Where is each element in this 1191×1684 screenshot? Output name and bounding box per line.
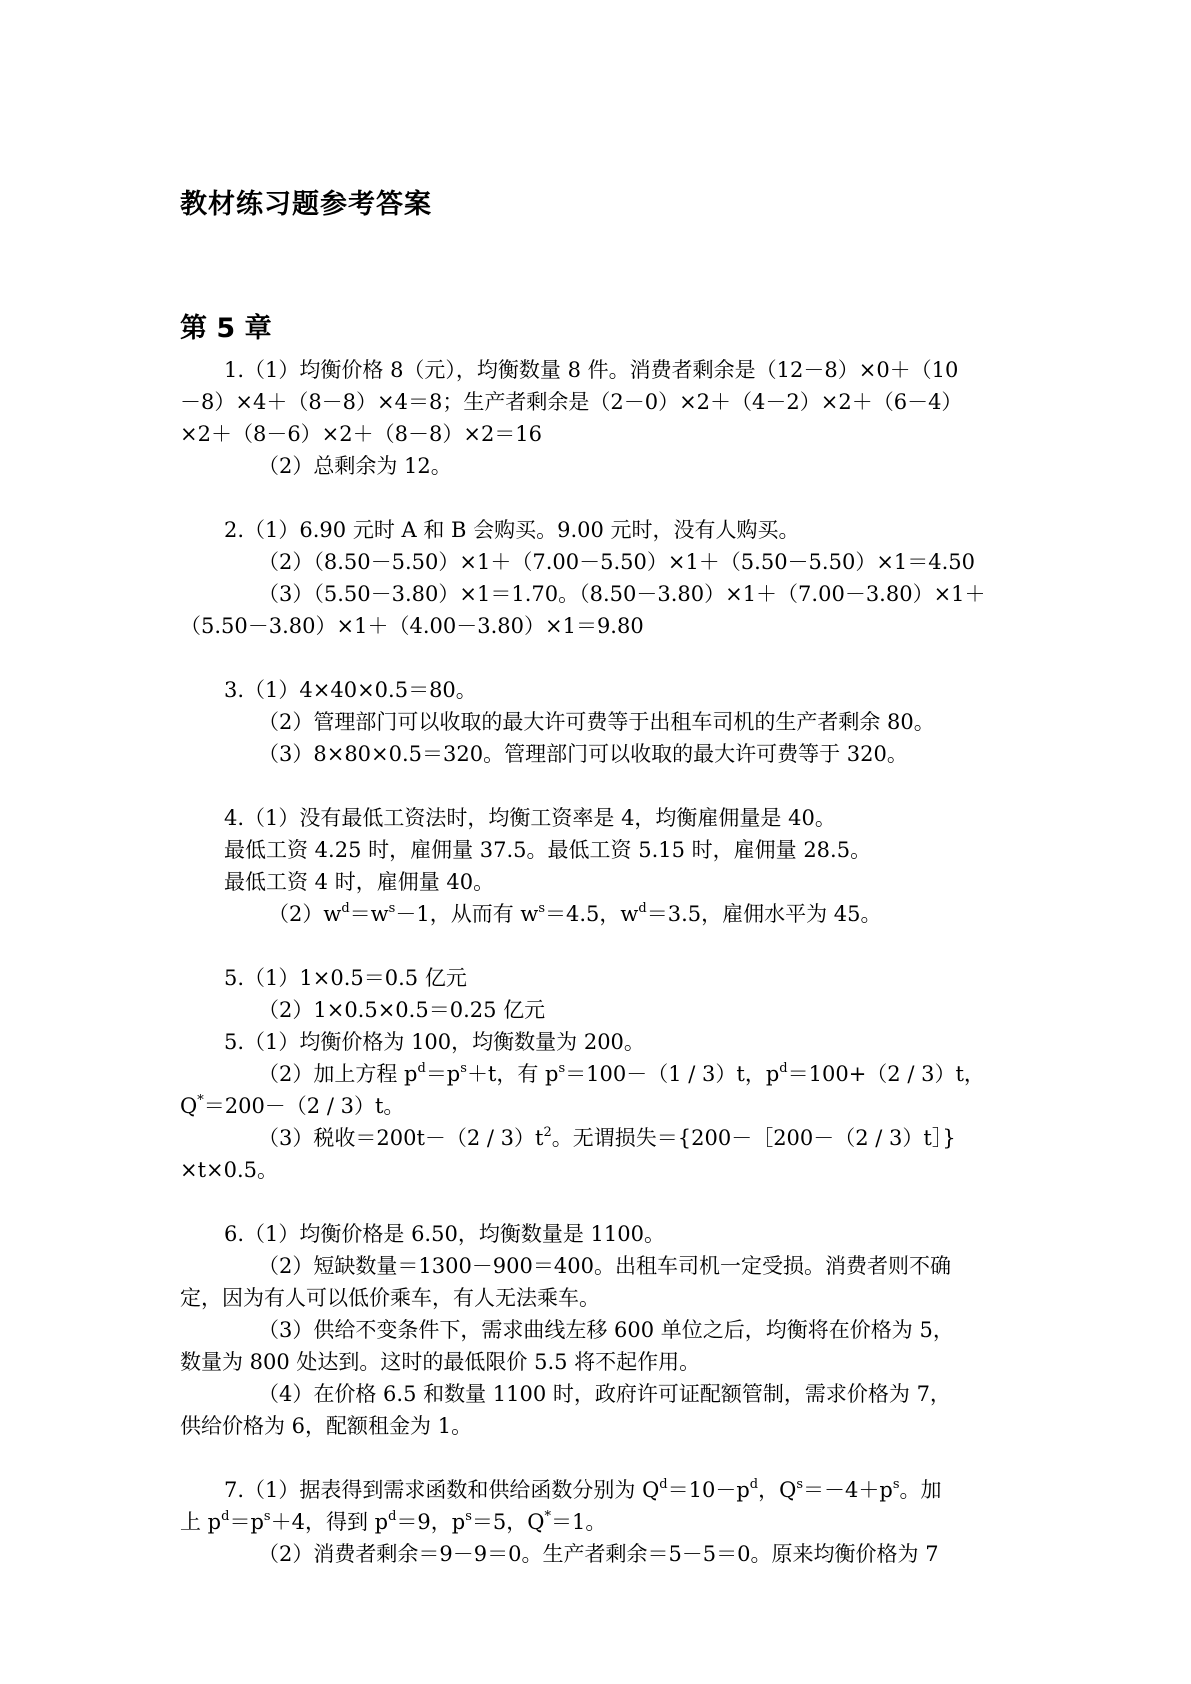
text-line [258, 1314, 1012, 1346]
text-run: ＝9，p [396, 1510, 466, 1534]
text-line [224, 962, 1012, 994]
text-run: 定，因为有人可以低价乘车，有人无法乘车。 [180, 1286, 600, 1310]
text-run: ＋t，有 p [466, 1062, 559, 1086]
text-run: 。加 [899, 1478, 942, 1502]
text-run: （3）供给不变条件下，需求曲线左移 600 单位之后，均衡将在价格为 5， [258, 1318, 954, 1342]
text-line [180, 1282, 1012, 1314]
text-run: ＝w [349, 902, 389, 926]
text-run: （4）在价格 6.5 和数量 1100 时，政府许可证配额管制，需求价格为 7， [258, 1382, 951, 1406]
text-line [268, 898, 1012, 930]
text-line [258, 738, 1012, 770]
text-run: （2）w [268, 902, 342, 926]
text-run: 。无谓损失＝{200－［200－（2 / 3）t］} [551, 1126, 956, 1150]
text-line [258, 1538, 1012, 1570]
text-line [258, 578, 1012, 610]
text-run: （3）8×80×0.5＝320。管理部门可以收取的最大许可费等于 320。 [258, 742, 908, 766]
text-line [224, 1218, 1012, 1250]
text-run: （5.50－3.80）×1＋（4.00－3.80）×1＝9.80 [180, 614, 644, 638]
chapter-title: 第 5 章 [180, 313, 272, 344]
text-run: ＝5，Q [471, 1510, 545, 1534]
text-run: （2）加上方程 p [258, 1062, 418, 1086]
superscript: * [197, 1093, 204, 1108]
text-run: 供给价格为 6，配额租金为 1。 [180, 1414, 473, 1438]
superscript: s [388, 901, 396, 916]
superscript: 2 [543, 1125, 552, 1140]
superscript: d [779, 1061, 788, 1076]
text-line [224, 866, 1012, 898]
text-run: ＋4，得到 p [270, 1510, 389, 1534]
text-run: （2）1×0.5×0.5＝0.25 亿元 [258, 998, 546, 1022]
text-run: ＝－4＋p [803, 1478, 893, 1502]
paragraph-gap [180, 482, 1012, 514]
superscript: d [388, 1509, 397, 1524]
text-run: 最低工资 4.25 时，雇佣量 37.5。最低工资 5.15 时，雇佣量 28.5。 [224, 838, 872, 862]
text-run: ＝p [425, 1062, 461, 1086]
superscript: d [417, 1061, 426, 1076]
superscript: s [796, 1477, 804, 1492]
text-run: ，Q [758, 1478, 797, 1502]
text-run: ＝p [229, 1510, 264, 1534]
text-line [180, 1154, 1012, 1186]
superscript: s [263, 1509, 271, 1524]
text-line [180, 386, 1012, 418]
superscript: s [538, 901, 546, 916]
text-run: ×t×0.5。 [180, 1158, 279, 1182]
superscript: d [638, 901, 647, 916]
text-run: 6.（1）均衡价格是 6.50，均衡数量是 1100。 [224, 1222, 665, 1246]
text-run: ＝200－（2 / 3）t。 [203, 1094, 405, 1118]
text-line [258, 1378, 1012, 1410]
superscript: d [749, 1477, 759, 1492]
superscript: s [558, 1061, 566, 1076]
text-line [224, 354, 1012, 386]
text-run: ＝100－（1 / 3）t，p [565, 1062, 780, 1086]
superscript: s [892, 1477, 900, 1492]
text-run: 7.（1）据表得到需求函数和供给函数分别为 Q [224, 1478, 660, 1502]
text-line [258, 546, 1012, 578]
text-run: （3）（5.50－3.80）×1＝1.70。（8.50－3.80）×1＋（7.00－3.80）×1＋ [258, 582, 986, 606]
text-run: Q [180, 1094, 198, 1118]
paragraph-gap [180, 1186, 1012, 1218]
superscript: d [659, 1477, 668, 1492]
text-run: 数量为 800 处达到。这时的最低限价 5.5 将不起作用。 [180, 1350, 701, 1374]
text-line [180, 610, 1012, 642]
text-run: －1，从而有 w [395, 902, 539, 926]
document-title: 教材练习题参考答案 [180, 189, 432, 220]
text-run: ＝1。 [550, 1510, 607, 1534]
paragraph-gap [180, 770, 1012, 802]
text-run: ×2＋（8－6）×2＋（8－8）×2＝16 [180, 422, 543, 446]
text-run: ＝3.5，雇佣水平为 45。 [646, 902, 882, 926]
text-run: （2）消费者剩余＝9－9＝0。生产者剩余＝5－5＝0。原来均衡价格为 7 [258, 1542, 939, 1566]
text-run: 4.（1）没有最低工资法时，均衡工资率是 4，均衡雇佣量是 40。 [224, 806, 836, 830]
text-run: 2.（1）6.90 元时 A 和 B 会购买。9.00 元时，没有人购买。 [224, 518, 800, 542]
text-run: （2）管理部门可以收取的最大许可费等于出租车司机的生产者剩余 80。 [258, 710, 935, 734]
text-run: 上 p [180, 1510, 222, 1534]
text-run: 最低工资 4 时，雇佣量 40。 [224, 870, 495, 894]
paragraph-gap [180, 642, 1012, 674]
text-run: 3.（1）4×40×0.5＝80。 [224, 678, 477, 702]
text-line [258, 994, 1012, 1026]
text-run: 5.（1）1×0.5＝0.5 亿元 [224, 966, 467, 990]
text-line [258, 1250, 1012, 1282]
text-line [224, 1474, 1012, 1506]
text-line [258, 1122, 1012, 1154]
text-line [180, 1410, 1012, 1442]
text-line [180, 418, 1012, 450]
text-run: （3）税收＝200t－（2 / 3）t [258, 1126, 544, 1150]
paragraph-gap [180, 930, 1012, 962]
text-run: 5.（1）均衡价格为 100，均衡数量为 200。 [224, 1030, 645, 1054]
text-line [180, 1506, 1012, 1538]
text-run: （2）短缺数量＝1300－900＝400。出租车司机一定受损。消费者则不确 [258, 1254, 951, 1278]
text-line [180, 1346, 1012, 1378]
superscript: d [221, 1509, 230, 1524]
answer-body [180, 354, 1012, 1570]
superscript: s [465, 1509, 472, 1524]
text-line [258, 706, 1012, 738]
text-run: 1.（1）均衡价格 8（元），均衡数量 8 件。消费者剩余是（12－8）×0＋（10 [224, 358, 959, 382]
text-run: －8）×4＋（8－8）×4＝8；生产者剩余是（2－0）×2＋（4－2）×2＋（6－4） [180, 390, 963, 414]
text-line [224, 1026, 1012, 1058]
text-run: ＝4.5，w [545, 902, 639, 926]
superscript: d [341, 901, 350, 916]
text-line [224, 834, 1012, 866]
text-run: ＝100+（2 / 3）t， [787, 1062, 985, 1086]
text-line [224, 674, 1012, 706]
text-run: ＝10－p [667, 1478, 750, 1502]
text-line [180, 1090, 1012, 1122]
text-run: （2）总剩余为 12。 [258, 454, 452, 478]
superscript: s [460, 1061, 467, 1076]
text-run: （2）（8.50－5.50）×1＋（7.00－5.50）×1＋（5.50－5.50）×1＝4.50 [258, 550, 976, 574]
text-line [258, 450, 1012, 482]
superscript: * [544, 1509, 551, 1524]
paragraph-gap [180, 1442, 1012, 1474]
text-line [224, 514, 1012, 546]
text-line [258, 1058, 1012, 1090]
text-line [224, 802, 1012, 834]
